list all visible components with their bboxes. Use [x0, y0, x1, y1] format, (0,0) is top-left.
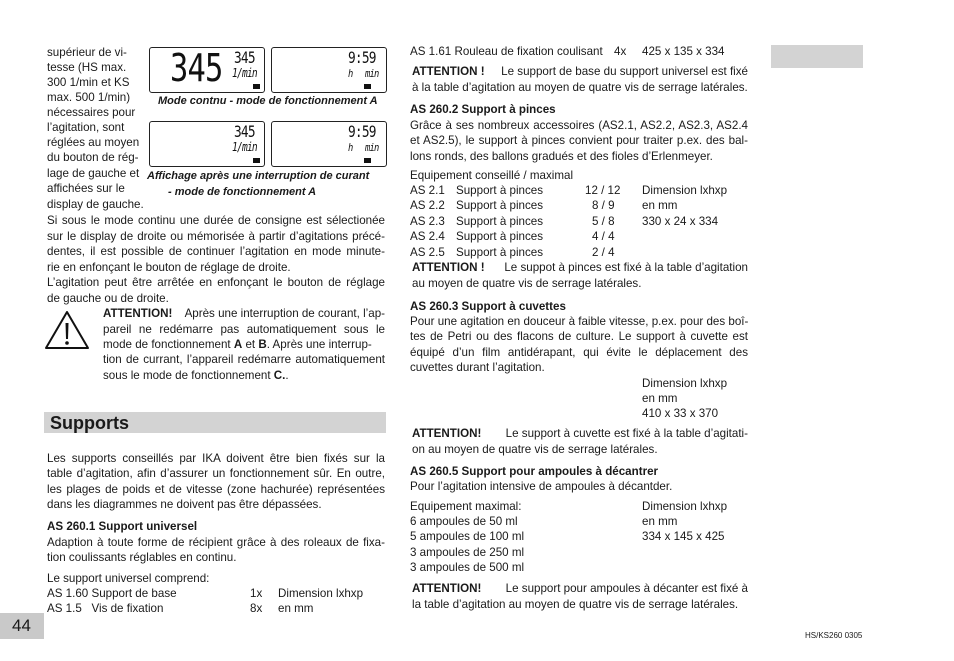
- lcd-big-digits: 345: [170, 46, 223, 90]
- row-name: AS 1.5 Vis de fixation: [47, 602, 164, 615]
- product-title: AS 260.3 Support à cuvettes: [410, 300, 566, 313]
- product-desc: et AS2.5), le support à pinces convient pour traiter p.ex. des bal-: [410, 134, 748, 147]
- intro-line: tesse (HS max.: [47, 61, 127, 74]
- attention-text: . Après une interrup-: [266, 338, 372, 351]
- row-code: AS 2.4: [410, 230, 445, 243]
- product-line: AS 1.61 Rouleau de fixation coulisant: [410, 45, 603, 58]
- row-qty: 1x: [250, 587, 263, 600]
- lcd-min-label: min: [365, 67, 379, 80]
- row-name: AS 1.60 Support de base: [47, 587, 177, 600]
- lcd-display-timer-1: [271, 47, 387, 93]
- product-title: AS 260.2 Support à pinces: [410, 103, 556, 116]
- product-dim: 425 x 135 x 334: [642, 45, 725, 58]
- lcd-indicator: [364, 84, 371, 89]
- row-code: AS 2.2: [410, 199, 445, 212]
- section-heading-bar: [44, 412, 386, 433]
- attention-text: .: [285, 369, 289, 382]
- paragraph-line: de gauche ou de droite.: [47, 292, 169, 305]
- product-desc: Le support universel comprend:: [47, 572, 210, 585]
- attention-text: Le support pour ampoules à décanter est fixé à: [505, 582, 748, 595]
- equipment-item: 6 ampoules de 50 ml: [410, 515, 518, 528]
- attention-text: au moyen de quatre vis de serrage latérales.: [412, 277, 642, 290]
- lcd-indicator: [253, 158, 260, 163]
- attention-label: ATTENTION!: [103, 307, 173, 320]
- row-dim: Dimension lxhxp: [642, 184, 728, 197]
- attention-label: ATTENTION!: [412, 427, 482, 440]
- supports-intro-line: Les supports conseillés par IKA doivent être bien fixés sur la: [47, 452, 385, 465]
- dimension-label: Dimension lxhxp: [642, 500, 728, 513]
- lcd-display-timer-2: [271, 121, 387, 167]
- row-qty: 8 / 9: [592, 199, 615, 212]
- intro-line: 300 1/min et KS: [47, 76, 130, 89]
- lcd-display-speed-small: [149, 121, 265, 167]
- attention-text: on au moyen de quatre vis de serrage latérales.: [412, 443, 658, 456]
- dimension-unit: en mm: [642, 392, 678, 405]
- intro-line: l’agitation, sont: [47, 121, 125, 134]
- equipment-label: Equipement conseillé / maximal: [410, 169, 574, 182]
- row-dim: en mm: [642, 199, 678, 212]
- row-code: AS 2.3: [410, 215, 445, 228]
- attention-text: et: [242, 338, 259, 351]
- product-desc: Adaption à toute forme de récipient grâce à des roleaux de fixa-: [47, 536, 385, 549]
- attention-text: Le support à cuvette est fixé à la table d’agitati-: [505, 427, 748, 440]
- product-qty: 4x: [614, 45, 627, 58]
- attention-text: la table d’agitation au moyen de quatre vis de serrage latérales.: [412, 598, 739, 611]
- document-code: HS/KS260 0305: [805, 631, 863, 640]
- paragraph-line: dentes, il est possible de continuer l’agitation en mode minute-: [47, 245, 385, 258]
- row-name: Support à pinces: [456, 184, 544, 197]
- product-desc: Grâce à ses nombreux accessoires (AS2.1, AS2.2, AS2.3, AS2.4: [410, 119, 748, 132]
- row-dim: Dimension lxhxp: [278, 587, 364, 600]
- attention-text: tion de currant, l’appareil redémarre automatiquement: [103, 353, 385, 366]
- product-title: AS 260.5 Support pour ampoules à décantrer: [410, 465, 659, 478]
- row-qty: 8x: [250, 602, 263, 615]
- intro-line: display de gauche.: [47, 198, 144, 211]
- row-qty: 4 / 4: [592, 230, 615, 243]
- product-desc: Pour l’agitation intensive de ampoules à décantder.: [410, 480, 673, 493]
- attention-text: Le suppot à pinces est fixé à la table d’agitation: [504, 261, 748, 274]
- mode-c: C.: [273, 369, 286, 382]
- attention-text: Après une interruption de courant, l’ap-: [184, 307, 385, 320]
- intro-line: max. 500 1/min): [47, 91, 131, 104]
- section-heading: Supports: [50, 413, 129, 433]
- attention-label: ATTENTION!: [412, 582, 482, 595]
- dimension-unit: en mm: [642, 515, 678, 528]
- lcd-small-digits: 345: [234, 48, 255, 67]
- lcd-indicator: [364, 158, 371, 163]
- row-code: AS 2.1: [410, 184, 445, 197]
- intro-line: supérieur de vi-: [47, 46, 127, 59]
- lcd-display-speed-large: [149, 47, 265, 93]
- row-code: AS 2.5: [410, 246, 445, 259]
- equipment-item: 3 ampoules de 500 ml: [410, 561, 525, 574]
- intro-line: réglées au moyen: [47, 136, 140, 149]
- product-desc: cuvettes durant l’agitation.: [410, 361, 545, 374]
- product-desc: tes de Petri ou des flacons de culture. Le support à cuvette est: [410, 330, 748, 343]
- product-title: AS 260.1 Support universel: [47, 520, 198, 533]
- mode-a: A: [233, 338, 243, 351]
- equipment-item: 3 ampoules de 250 ml: [410, 546, 525, 559]
- intro-line: lage de gauche et: [47, 167, 140, 180]
- product-desc: équipé d’un film antidérapant, qui évite le déplacement des: [410, 346, 748, 359]
- row-name: Support à pinces: [456, 199, 544, 212]
- intro-line: nécessaires pour: [47, 106, 136, 119]
- attention-text: Le support de base du support universel est fixé: [501, 65, 748, 78]
- lcd-time: 9:59: [348, 122, 376, 141]
- equipment-item: Equipement maximal:: [410, 500, 522, 513]
- lcd-min-label: min: [365, 141, 379, 154]
- supports-intro-line: les plages de poids et de vitesse (zone hachurée) représentées: [47, 483, 385, 496]
- row-name: Support à pinces: [456, 246, 544, 259]
- display-caption-2b: - mode de fonctionnement A: [168, 186, 317, 198]
- dimension-value: 410 x 33 x 370: [642, 407, 719, 420]
- row-dim: en mm: [278, 602, 314, 615]
- supports-intro-line: dans les diagrammes ne doivent pas être dépassées.: [47, 498, 322, 511]
- product-desc: Pour une agitation en douceur à faible vitesse, p.ex. pour des boî-: [410, 315, 749, 328]
- intro-line: du bouton de rég-: [47, 151, 139, 164]
- lcd-h-label: h: [348, 67, 353, 80]
- page-number-box: [0, 613, 44, 639]
- row-qty: 2 / 4: [592, 246, 615, 259]
- display-caption-2a: Affichage après une interruption de curant: [147, 170, 370, 182]
- attention-label: ATTENTION !: [412, 261, 485, 274]
- lcd-time: 9:59: [348, 48, 376, 67]
- row-qty: 5 / 8: [592, 215, 615, 228]
- display-caption-1: Mode contnu - mode de fonctionnement A: [158, 95, 378, 107]
- mode-b: B: [258, 338, 267, 351]
- lcd-unit: 1/min: [232, 140, 257, 154]
- paragraph-line: L’agitation peut être arrêtée en enfonçant le bouton de réglage: [47, 276, 385, 289]
- product-desc: lons ronds, des ballons gradués et des fioles d’Erlenmeyer.: [410, 150, 713, 163]
- lcd-indicator: [253, 84, 260, 89]
- paragraph-line: sur le display de droite ou mémorisée à partir d’agitations précé-: [47, 230, 385, 243]
- supports-intro-line: table d’agitation, afin d’assurer un fonctionnement sûr. En outre,: [47, 467, 385, 480]
- page-number: 44: [12, 616, 31, 635]
- equipment-item: 5 ampoules de 100 ml: [410, 530, 525, 543]
- paragraph-line: rie en enfonçant le bouton de réglage de droite.: [47, 261, 291, 274]
- attention-text: mode de fonctionnement: [103, 338, 234, 351]
- paragraph-line: Si sous le mode continu une durée de consigne est sélectionée: [47, 214, 385, 227]
- dimension-label: Dimension lxhxp: [642, 377, 728, 390]
- attention-text: pareil ne redémarre pas automatiquement sous le: [103, 323, 385, 336]
- row-qty: 12 / 12: [585, 184, 621, 197]
- row-name: Support à pinces: [456, 230, 544, 243]
- attention-text: à la table d’agitation au moyen de quatre vis de serrage latérales.: [412, 81, 748, 94]
- lcd-small-digits: 345: [234, 122, 255, 141]
- warning-triangle-icon: [44, 310, 90, 350]
- lcd-unit: 1/min: [232, 66, 257, 80]
- dimension-value: 334 x 145 x 425: [642, 530, 725, 543]
- row-name: Support à pinces: [456, 215, 544, 228]
- attention-label: ATTENTION !: [412, 65, 485, 78]
- intro-line: affichées sur le: [47, 182, 125, 195]
- language-tab: [771, 45, 863, 68]
- product-desc: tion coulissants réglables en continu.: [47, 551, 237, 564]
- attention-text: sous le mode de fonctionnement: [103, 369, 274, 382]
- lcd-h-label: h: [348, 141, 353, 154]
- row-dim: 330 x 24 x 334: [642, 215, 719, 228]
